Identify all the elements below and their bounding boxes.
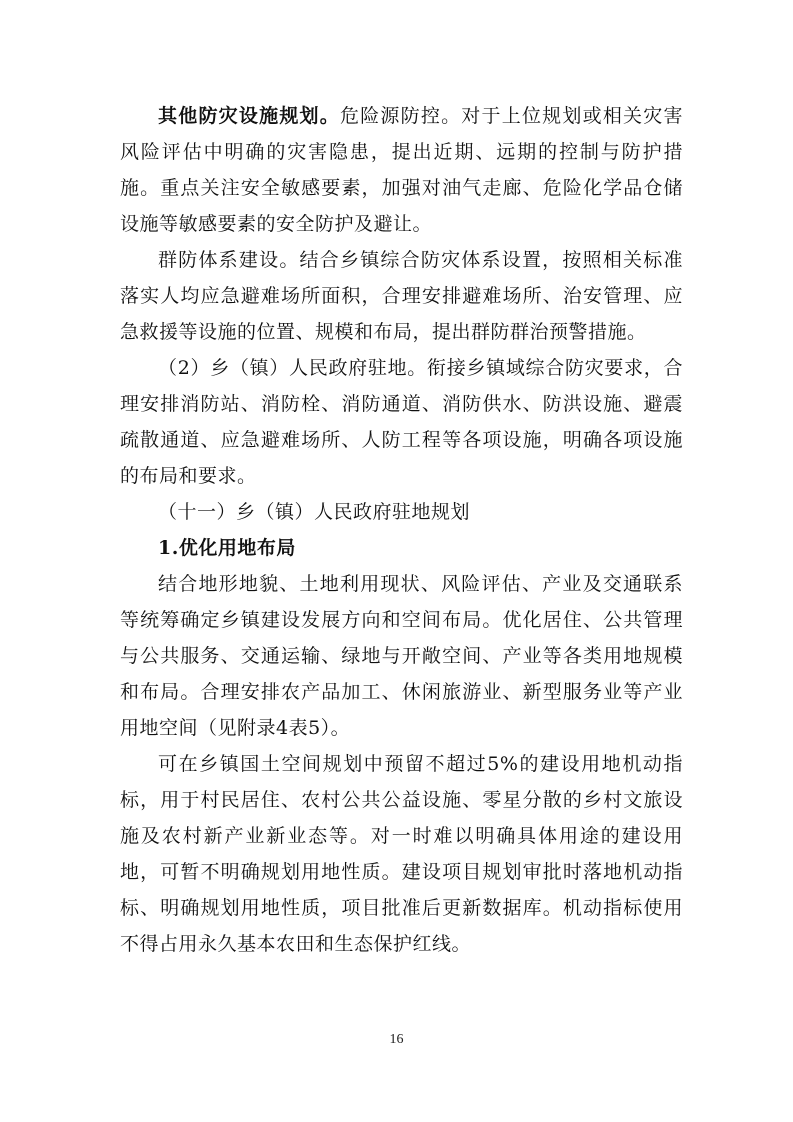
page-number: 16 bbox=[389, 1032, 404, 1047]
document-body bbox=[120, 98, 683, 962]
paragraph-text: 危险源防控。对于上位规划或相关灾害风险评估中明确的灾害隐患，提出近期、远期的控制与防护措施。重点关注安全敏感要素，加强对油气走廊、危险化学品仓储设施等敏感要素的安全防护及避让。 bbox=[120, 105, 683, 235]
paragraph-lead-bold: 其他防灾设施规划。 bbox=[158, 105, 340, 127]
paragraph-government-seat: （2）乡（镇）人民政府驻地。衔接乡镇域综合防灾要求，合理安排消防站、消防栓、消防通道、消防供水、防洪设施、避震疏散通道、应急避难场所、人防工程等各项设施，明确各项设施的布局和要求。 bbox=[120, 357, 683, 487]
paragraph-mass-defense-system: 群防体系建设。结合乡镇综合防灾体系设置，按照相关标准落实人均应急避难场所面积，合理安排避难场所、治安管理、应急救援等设施的位置、规模和布局，提出群防群治预警措施。 bbox=[120, 249, 683, 343]
paragraph-other-disaster-facilities bbox=[120, 98, 683, 242]
subsection-heading: 1.优化用地布局 bbox=[158, 537, 296, 559]
paragraph-land-layout: 结合地形地貌、土地利用现状、风险评估、产业及交通联系等统筹确定乡镇建设发展方向和空间布局。优化居住、公共管理与公共服务、交通运输、绿地与开敞空间、产业等各类用地规模和布局。合理安排农产品加工、休闲旅游业、新型服务业等产业用地空间（见附录4表5）。 bbox=[120, 573, 683, 739]
section-heading: （十一）乡（镇）人民政府驻地规划 bbox=[158, 501, 471, 523]
paragraph-flexible-indicator: 可在乡镇国土空间规划中预留不超过5%的建设用地机动指标，用于村民居住、农村公共公益设施、零星分散的乡村文旅设施及农村新产业新业态等。对一时难以明确具体用途的建设用地，可暂不明确规划用地性质。建设项目规划审批时落地机动指标、明确规划用地性质，项目批准后更新数据库。机动指标使用不得占用永久基本农田和生态保护红线。 bbox=[120, 753, 683, 955]
